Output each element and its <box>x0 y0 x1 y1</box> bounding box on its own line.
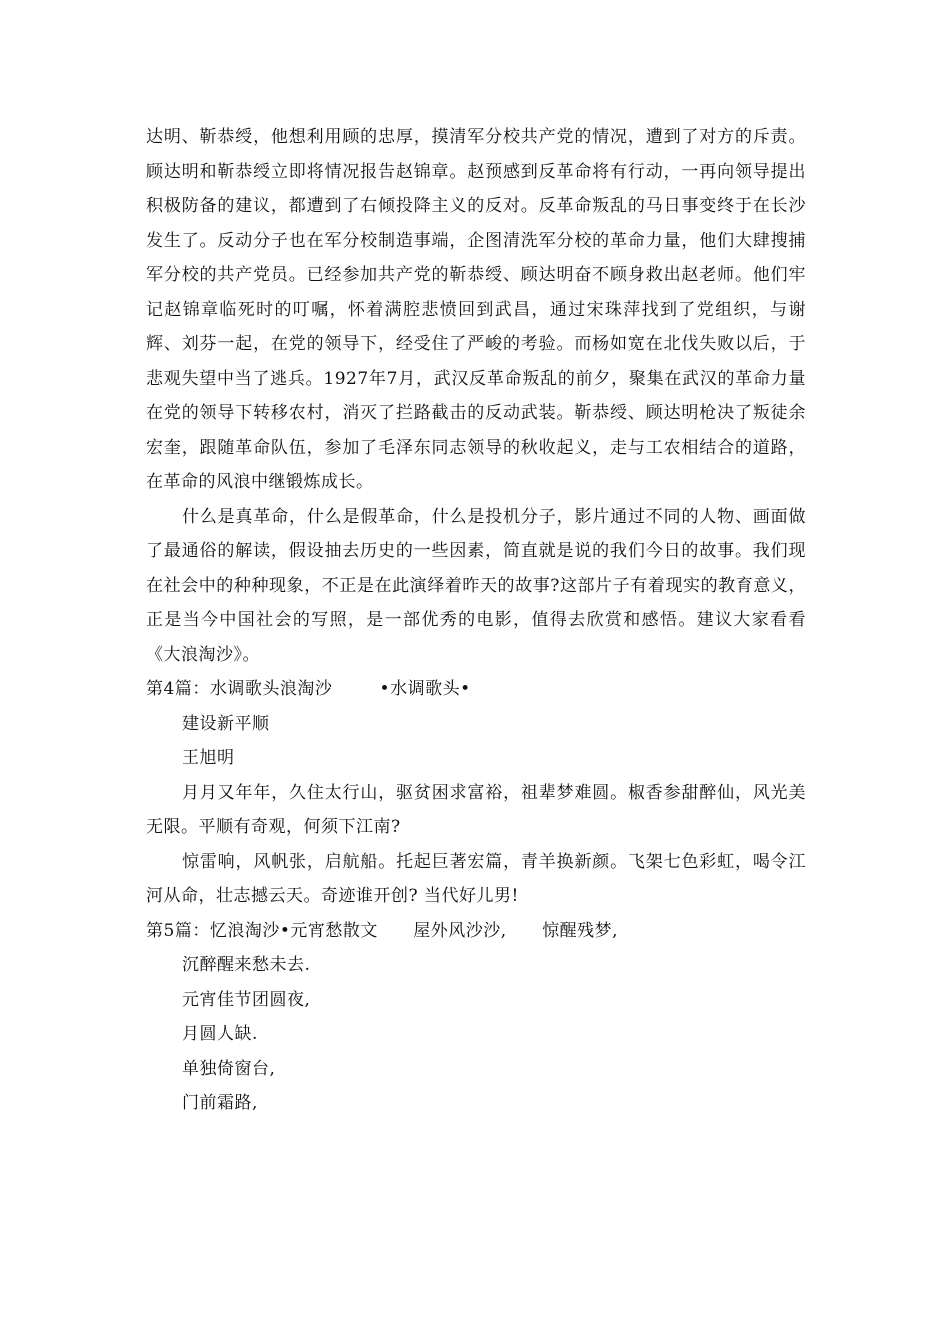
paragraph-plot-summary: 达明、靳恭绶，他想利用顾的忠厚，摸清军分校共产党的情况，遭到了对方的斥责。顾达明和靳恭绶立即将情况报告赵锦章。赵预感到反革命将有行动，一再向领导提出积极防备的建议，都遭到了右倾投降主义的反对。反革命叛乱的马日事变终于在长沙发生了。反动分子也在军分校制造事端，企图清洗军分校的革命力量，他们大肆搜捕军分校的共产党员。已经参加共产党的靳恭绶、顾达明奋不顾身救出赵老师。他们牢记赵锦章临死时的叮嘱，怀着满腔悲愤回到武昌，通过宋珠萍找到了党组织，与谢辉、刘芬一起，在党的领导下，经受住了严峻的考验。而杨如宽在北伐失败以后，于悲观失望中当了逃兵。1927年7月，武汉反革命叛乱的前夕，聚集在武汉的革命力量在党的领导下转移农村，消灭了拦路截击的反动武装。靳恭绶、顾达明枪决了叛徒余宏奎，跟随革命队伍，参加了毛泽东同志领导的秋收起义，走与工农相结合的道路，在革命的风浪中继锻炼成长。 <box>146 127 806 492</box>
paragraph-review: 什么是真革命，什么是假革命，什么是投机分子，影片通过不同的人物、画面做了最通俗的解读，假设抽去历史的一些因素，简直就是说的我们今日的故事。我们现在社会中的种种现象，不正是在此演绎着昨天的故事?这部片子有着现实的教育意义，正是当今中国社会的写照，是一部优秀的电影，值得去欣赏和感悟。建议大家看看《大浪淘沙》。 <box>146 506 806 665</box>
poem-line: 元宵佳节团圆夜, <box>182 989 311 1010</box>
poem-line: 月圆人缺. <box>182 1024 258 1044</box>
poem-stanza-2: 惊雷响，风帆张，启航船。托起巨著宏篇，青羊换新颜。飞架七色彩虹，喝令江河从命，壮志撼云天。奇迹谁开创? 当代好儿男! <box>146 851 806 906</box>
poem-author: 王旭明 <box>182 748 235 768</box>
section-heading-5: 第5篇：忆浪淘沙•元宵愁散文 屋外风沙沙, 惊醒残梦, <box>146 920 618 941</box>
section-heading-4: 第4篇：水调歌头浪淘沙 •水调歌头• <box>146 679 471 699</box>
poem-stanza-1: 月月又年年，久住太行山，驱贫困求富裕，祖辈梦难圆。椒香参甜醉仙，风光美无限。平顺有奇观，何须下江南? <box>146 782 806 837</box>
poem-title: 建设新平顺 <box>182 713 270 734</box>
poem-line: 沉醉醒来愁未去. <box>182 955 311 975</box>
poem-line: 单独倚窗台, <box>182 1058 276 1079</box>
poem-line: 门前霜路, <box>182 1093 258 1113</box>
document-page <box>146 120 806 1121</box>
